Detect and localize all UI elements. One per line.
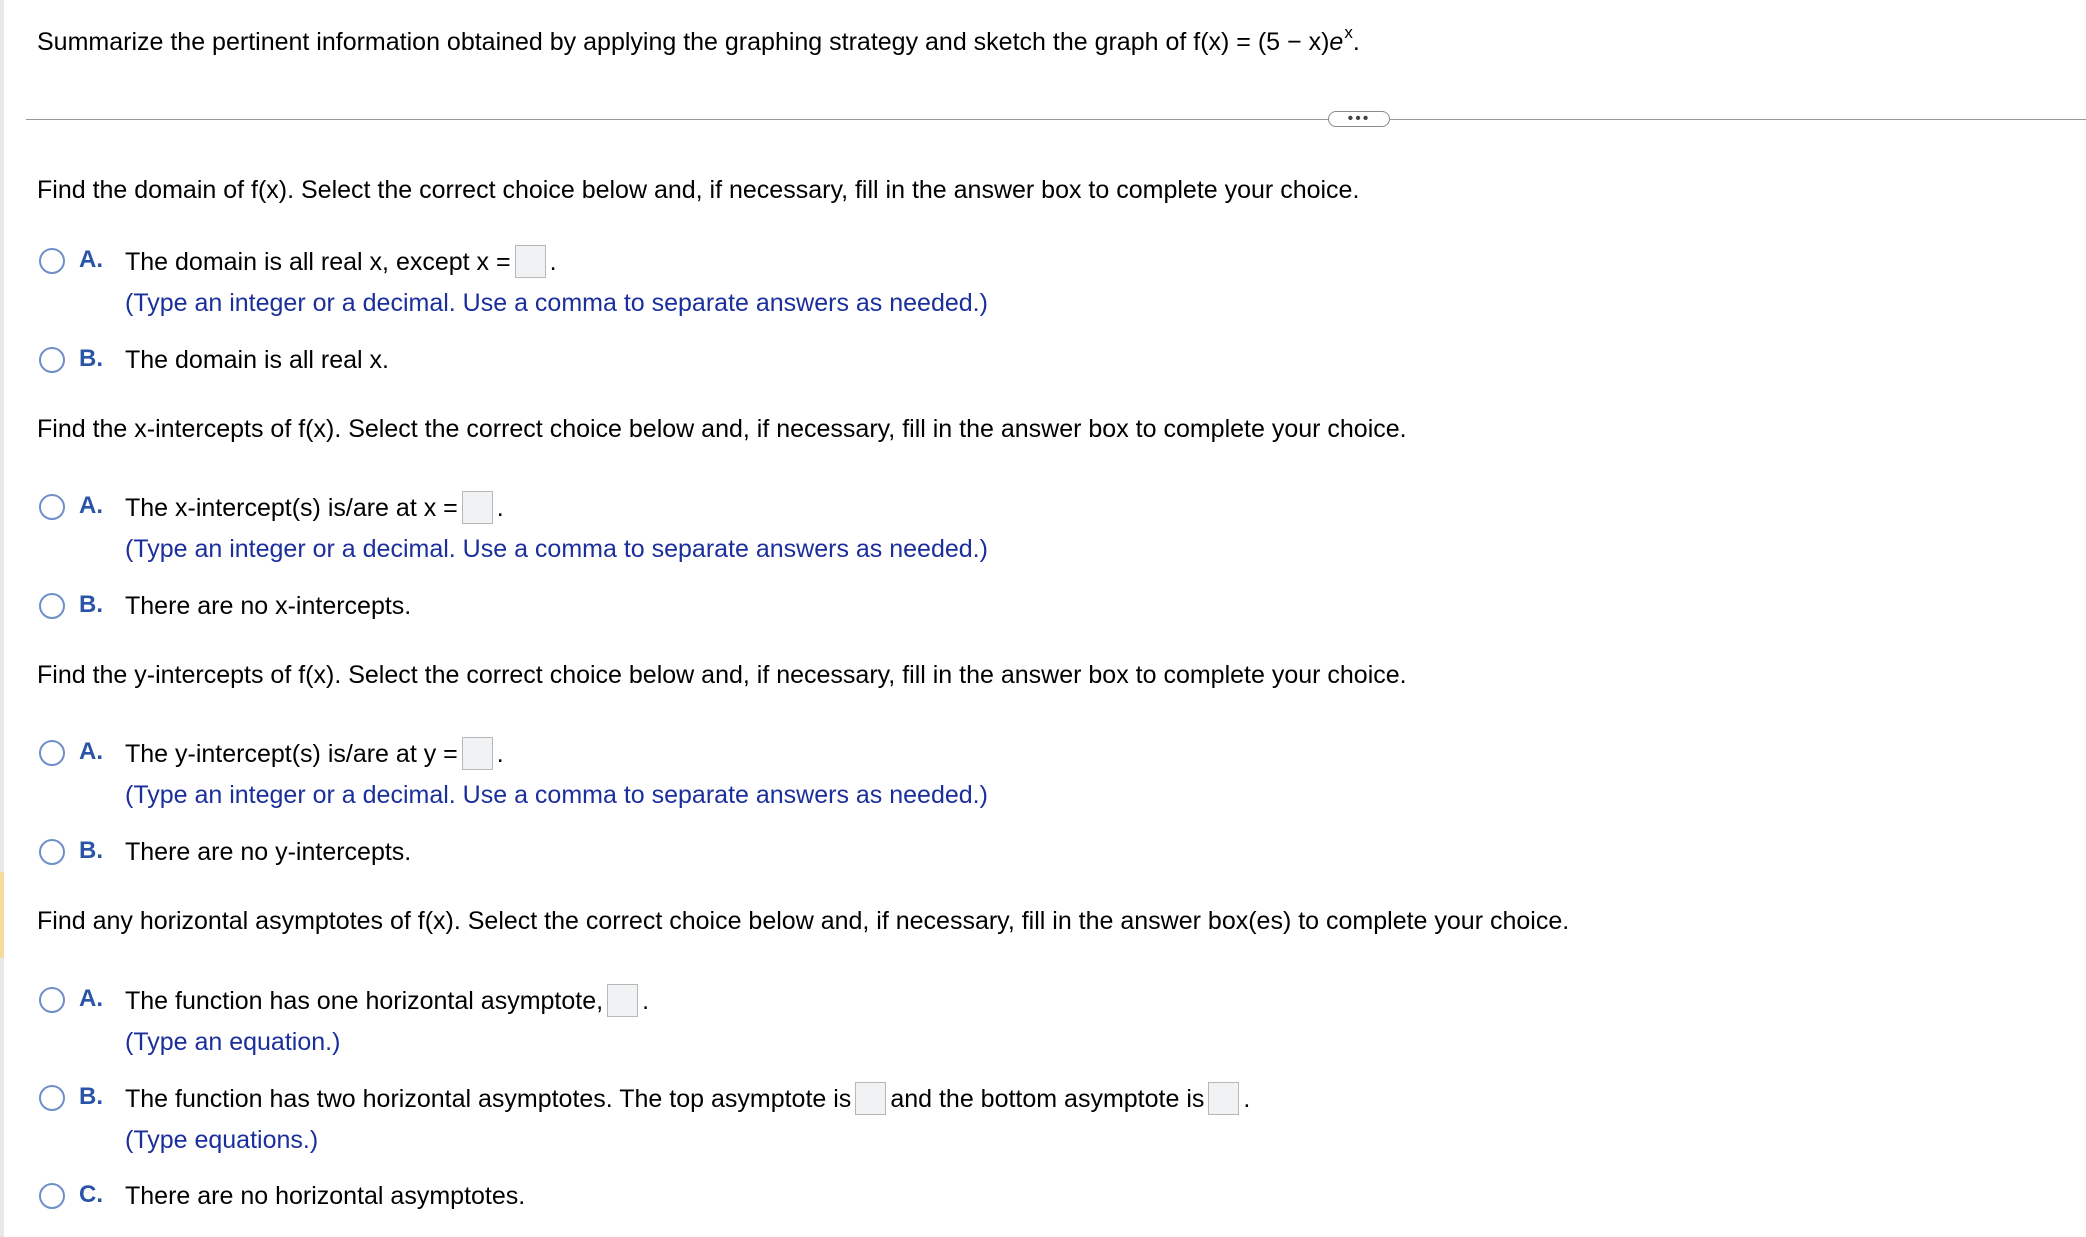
question-base: e (1329, 28, 1344, 56)
asymptotes-prompt: Find any horizontal asymptotes of f(x). Select the correct choice below and, if necessary, fill in the answer box(es) to complete your choice. (37, 907, 1570, 935)
x-intercepts-text-a-label: The x-intercept(s) is/are at x = (125, 494, 458, 523)
domain-letter-b: B. (79, 345, 103, 372)
x-intercepts-radio-b[interactable] (39, 593, 65, 619)
left-edge-marker (0, 872, 4, 958)
y-intercepts-prompt: Find the y-intercepts of f(x). Select the correct choice below and, if necessary, fill in the answer box to complete your choice. (37, 661, 1407, 689)
question-prefix: Summarize the pertinent information obtained by applying the graphing strategy and sketch the graph of f(x) = (5 − x) (37, 28, 1330, 56)
domain-letter-a: A. (79, 246, 103, 273)
x-intercepts-radio-a[interactable] (39, 494, 65, 520)
y-intercepts-answer-input[interactable] (462, 737, 493, 770)
x-intercepts-answer-input[interactable] (462, 491, 493, 524)
y-intercepts-text-a (125, 739, 504, 772)
more-button[interactable]: ••• (1328, 111, 1390, 127)
question-suffix: . (1352, 28, 1360, 56)
domain-text-a (125, 247, 557, 280)
question-exponent: x (1344, 23, 1353, 42)
x-intercepts-text-b: There are no x-intercepts. (125, 592, 412, 620)
left-edge-bar (0, 0, 4, 1237)
domain-answer-input[interactable] (515, 245, 546, 278)
x-intercepts-hint-a: (Type an integer or a decimal. Use a comma to separate answers as needed.) (125, 535, 988, 563)
domain-text-a-label: The domain is all real x, except x = (125, 248, 511, 277)
asymptotes-letter-c: C. (79, 1181, 103, 1208)
y-intercepts-text-b: There are no y-intercepts. (125, 838, 412, 866)
domain-text-a-period: . (549, 248, 557, 277)
x-intercepts-text-a-period: . (496, 494, 504, 523)
asymptotes-text-a-label: The function has one horizontal asymptote, (125, 987, 604, 1016)
x-intercepts-letter-b: B. (79, 591, 103, 618)
y-intercepts-letter-b: B. (79, 837, 103, 864)
asymptotes-radio-b[interactable] (39, 1085, 65, 1111)
question-text (37, 23, 1360, 57)
bottom-asymptote-input[interactable] (1208, 1082, 1239, 1115)
asymptotes-radio-c[interactable] (39, 1183, 65, 1209)
asymptotes-text-b-label: The function has two horizontal asymptotes. The top asymptote is (125, 1085, 852, 1114)
domain-radio-a[interactable] (39, 248, 65, 274)
asymptote-answer-input[interactable] (607, 984, 638, 1017)
domain-hint-a: (Type an integer or a decimal. Use a comma to separate answers as needed.) (125, 289, 988, 317)
y-intercepts-text-a-period: . (496, 740, 504, 769)
top-asymptote-input[interactable] (855, 1082, 886, 1115)
y-intercepts-text-a-label: The y-intercept(s) is/are at y = (125, 740, 458, 769)
asymptotes-hint-a: (Type an equation.) (125, 1028, 341, 1056)
asymptotes-radio-a[interactable] (39, 987, 65, 1013)
y-intercepts-radio-a[interactable] (39, 740, 65, 766)
x-intercepts-letter-a: A. (79, 492, 103, 519)
asymptotes-text-b (125, 1084, 1250, 1117)
asymptotes-text-b-mid: and the bottom asymptote is (890, 1085, 1205, 1114)
x-intercepts-text-a (125, 493, 504, 526)
asymptotes-text-c: There are no horizontal asymptotes. (125, 1182, 526, 1210)
x-intercepts-prompt: Find the x-intercepts of f(x). Select the correct choice below and, if necessary, fill in the answer box to complete your choice. (37, 415, 1407, 443)
domain-text-b: The domain is all real x. (125, 346, 390, 374)
asymptotes-hint-b: (Type equations.) (125, 1126, 319, 1154)
y-intercepts-hint-a: (Type an integer or a decimal. Use a comma to separate answers as needed.) (125, 781, 988, 809)
asymptotes-text-b-period: . (1243, 1085, 1251, 1114)
asymptotes-text-a-period: . (642, 987, 650, 1016)
section-divider (26, 119, 2086, 120)
y-intercepts-letter-a: A. (79, 738, 103, 765)
y-intercepts-radio-b[interactable] (39, 839, 65, 865)
asymptotes-letter-a: A. (79, 985, 103, 1012)
asymptotes-letter-b: B. (79, 1083, 103, 1110)
domain-prompt: Find the domain of f(x). Select the correct choice below and, if necessary, fill in the answer box to complete your choice. (37, 176, 1360, 204)
domain-radio-b[interactable] (39, 347, 65, 373)
asymptotes-text-a (125, 986, 649, 1019)
